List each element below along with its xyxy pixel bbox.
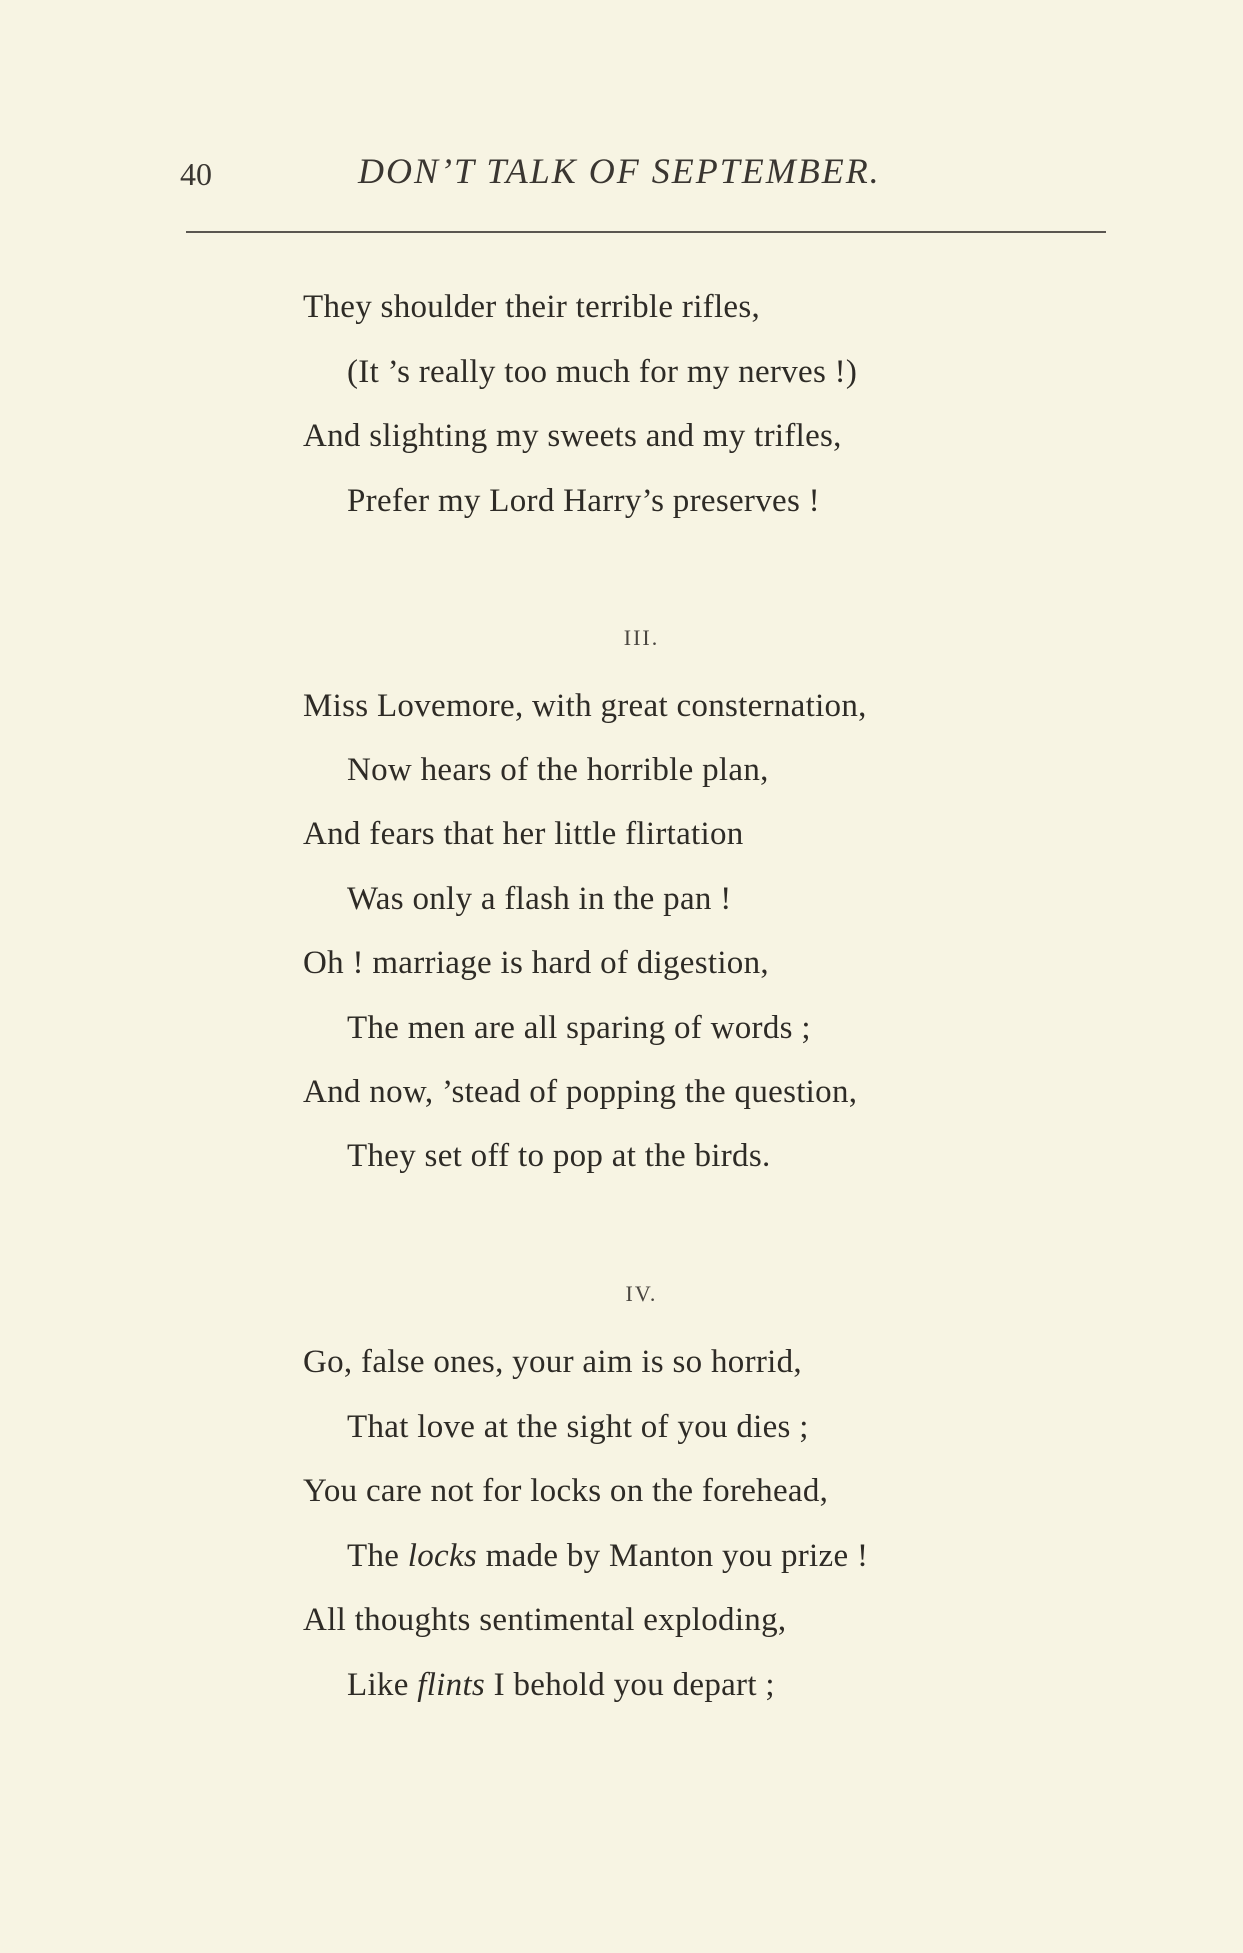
poem-line: Prefer my Lord Harry’s preserves !	[347, 483, 820, 519]
poem-line: They shoulder their terrible rifles,	[303, 289, 761, 325]
poem-line: The men are all sparing of words ;	[347, 1010, 811, 1046]
poem-line: Miss Lovemore, with great consternation,	[303, 688, 867, 724]
stanza-numeral-iii: III.	[623, 625, 660, 650]
poem-line: You care not for locks on the forehead,	[303, 1473, 829, 1509]
poem-line: Oh ! marriage is hard of digestion,	[303, 945, 769, 981]
poem-line	[347, 1538, 868, 1575]
poem-line	[347, 1667, 775, 1704]
header-rule	[186, 231, 1106, 233]
line-text: made by Manton you prize !	[477, 1538, 869, 1574]
italic-word: flints	[417, 1667, 486, 1703]
line-text: I behold you depart ;	[485, 1667, 775, 1703]
running-title: DON’T TALK OF SEPTEMBER.	[358, 151, 881, 191]
poem-line: Now hears of the horrible plan,	[347, 752, 769, 788]
page-header	[0, 150, 1243, 200]
poem-line: All thoughts sentimental exploding,	[303, 1602, 787, 1638]
poem-line: (It ’s really too much for my nerves !)	[347, 354, 858, 390]
poem-line: They set off to pop at the birds.	[347, 1138, 771, 1174]
stanza-numeral-iv: IV.	[625, 1281, 658, 1306]
poem-line: And now, ’stead of popping the question,	[303, 1074, 858, 1110]
poem-line: Go, false ones, your aim is so horrid,	[303, 1344, 802, 1380]
italic-word: locks	[407, 1538, 478, 1574]
line-text: The	[347, 1538, 408, 1574]
page-number: 40	[180, 156, 212, 192]
line-text: Like	[347, 1667, 418, 1703]
poem-line: And fears that her little flirtation	[303, 816, 744, 852]
poem-line: Was only a flash in the pan !	[347, 881, 732, 917]
poem-line: That love at the sight of you dies ;	[347, 1409, 809, 1445]
poem-line: And slighting my sweets and my trifles,	[303, 418, 842, 454]
